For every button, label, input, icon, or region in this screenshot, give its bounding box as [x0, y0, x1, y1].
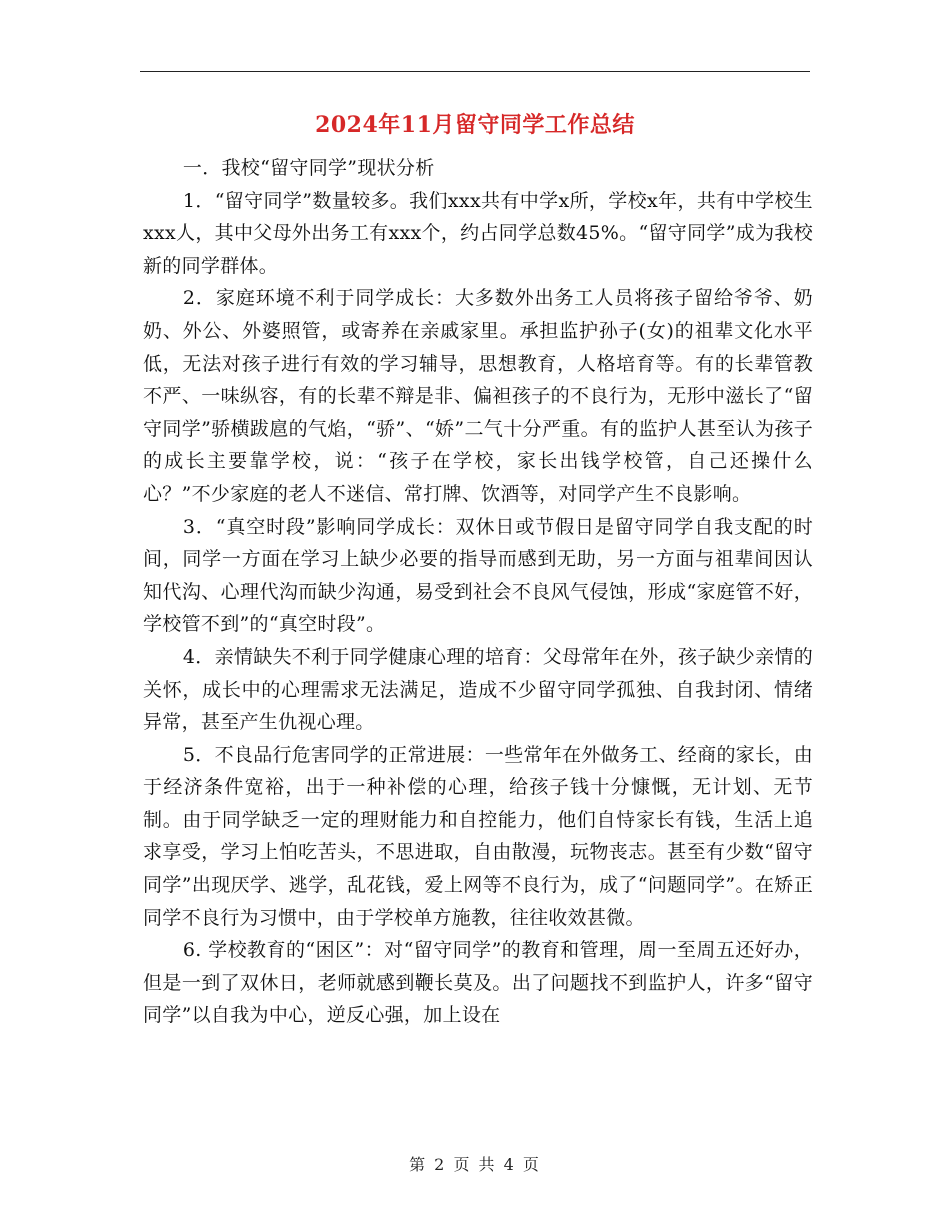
document-body	[143, 152, 813, 1032]
page-number-footer: 第 2 页 共 4 页	[409, 1155, 541, 1174]
section-heading: 一．我校“留守同学”现状分析	[182, 157, 435, 179]
document-title: 2024年11月留守同学工作总结	[315, 112, 635, 138]
paragraph-4: 4．亲情缺失不利于同学健康心理的培育：父母常年在外，孩子缺少亲情的关怀，成长中的心理需求无法满足，造成不少留守同学孤独、自我封闭、情绪异常，甚至产生仇视心理。	[143, 645, 813, 734]
paragraph-3: 3．“真空时段”影响同学成长：双休日或节假日是留守同学自我支配的时间，同学一方面在学习上缺少必要的指导而感到无助，另一方面与祖辈间因认知代沟、心理代沟而缺少沟通，易受到社会不良风气侵蚀，形成“家庭管不好，学校管不到”的“真空时段”。	[143, 515, 813, 636]
paragraph-2: 2．家庭环境不利于同学成长：大多数外出务工人员将孩子留给爷爷、奶奶、外公、外婆照管，或寄养在亲戚家里。承担监护孙子(女)的祖辈文化水平低，无法对孩子进行有效的学习辅导，思想教育，人格培育等。有的长辈管教不严、一味纵容，有的长辈不辩是非、偏袒孩子的不良行为，无形中滋长了“留守同学”骄横跋扈的气焰，“骄”、“娇”二气十分严重。有的监护人甚至认为孩子的成长主要靠学校，说：“孩子在学校，家长出钱学校管，自己还操什么心？”不少家庭的老人不迷信、常打牌、饮酒等，对同学产生不良影响。	[143, 287, 813, 505]
paragraph-5: 5．不良品行危害同学的正常进展：一些常年在外做务工、经商的家长，由于经济条件宽裕，出于一种补偿的心理，给孩子钱十分慷慨，无计划、无节制。由于同学缺乏一定的理财能力和自控能力，他们自恃家长有钱，生活上追求享受，学习上怕吃苦头，不思进取，自由散漫，玩物丧志。甚至有少数“留守同学”出现厌学、逃学，乱花钱，爱上网等不良行为，成了“问题同学”。在矫正同学不良行为习惯中，由于学校单方施教，往往收效甚微。	[143, 743, 813, 929]
header-rule	[140, 71, 810, 72]
paragraph-1: 1．“留守同学”数量较多。我们xxx共有中学x所，学校x年，共有中学校生xxx人，其中父母外出务工有xxx个，约占同学总数45%。“留守同学”成为我校新的同学群体。	[143, 189, 813, 277]
paragraph-6: 6. 学校教育的“困区”：对“留守同学”的教育和管理，周一至周五还好办，但是一到了双休日，老师就感到鞭长莫及。出了问题找不到监护人，许多“留守同学”以自我为中心，逆反心强，加上设在	[143, 939, 813, 1027]
